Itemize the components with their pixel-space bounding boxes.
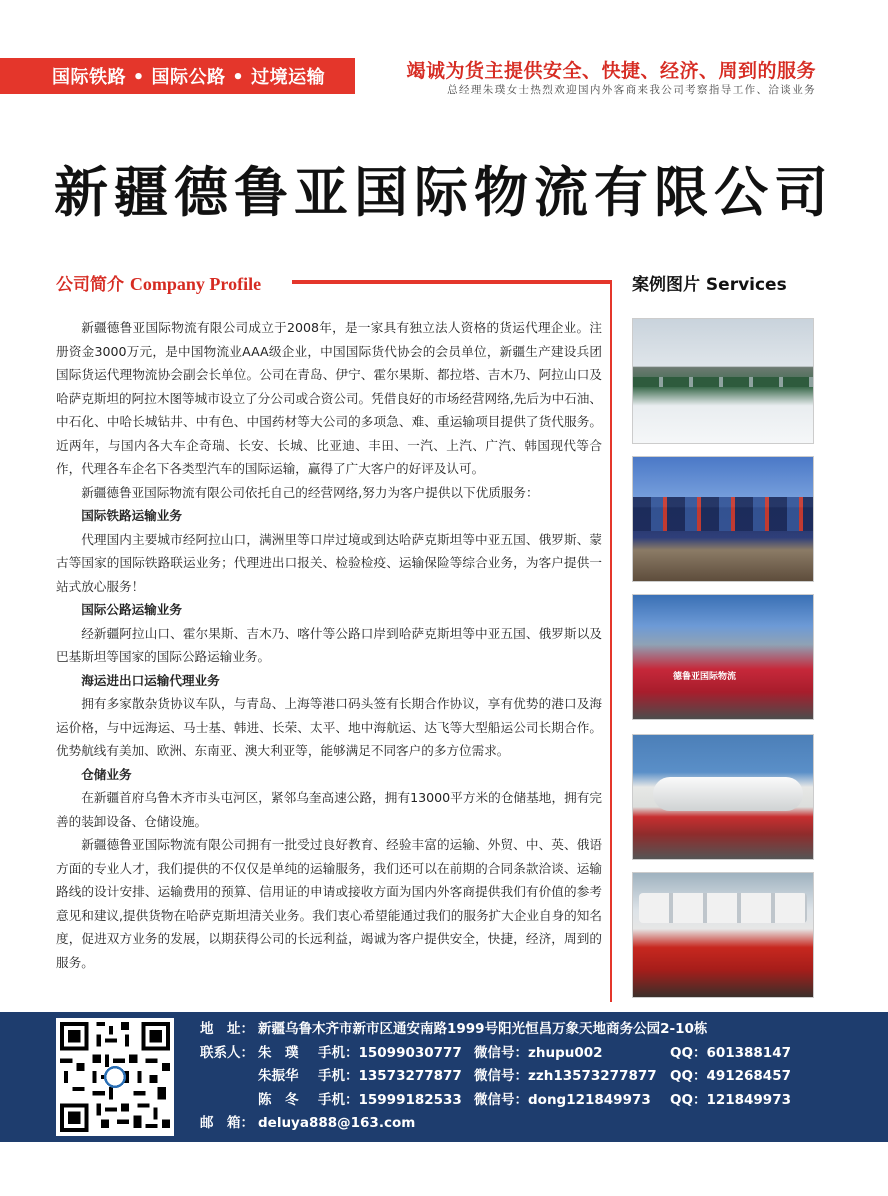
contact-name: 陈 冬 bbox=[258, 1091, 299, 1108]
contact-mobile: 手机：13573277877 bbox=[318, 1068, 462, 1085]
contact-wechat: 微信号：zzh13573277877 bbox=[474, 1068, 657, 1085]
contact-row bbox=[200, 1089, 791, 1113]
company-title: 新疆德鲁亚国际物流有限公司 bbox=[54, 161, 834, 224]
profile-paragraph: 新疆德鲁亚国际物流有限公司依托自己的经营网络,努力为客户提供以下优质服务： bbox=[81, 484, 539, 500]
photo-tank-truck bbox=[632, 734, 814, 860]
profile-closing: 新疆德鲁亚国际物流有限公司拥有一批受过良好教育、经验丰富的运输、外贸、中、英、俄语方面的专业人才，我们提供的不仅仅是单纯的运输服务，我们还可以在前期的合同条款洽谈、运输路线的设计安排、运输费用的预算、信用证的申请或接收方面为国内外客商提供我们有价值的参考意见和建议,提供货物在哈萨克斯坦清关业务。我们衷心希望能通过我们的服务扩大企业自身的知名度，促进双方业务的发展，以期获得公司的长远利益，竭诚为客户提供安全，快捷，经济，周到的服务。 bbox=[56, 837, 602, 970]
photo-rail-machinery bbox=[632, 456, 814, 582]
section-title-road: 国际公路运输业务 bbox=[81, 602, 182, 617]
contact-qq: QQ：121849973 bbox=[670, 1091, 791, 1108]
contact-block bbox=[200, 1018, 791, 1136]
section-text-rail: 代理国内主要城市经阿拉山口，满洲里等口岸过境或到达哈萨克斯坦等中亚五国、俄罗斯、蒙古等国家的国际铁路联运业务；代理进出口报关、检验检疫、运输保险等综合业务，为客户提供一站式放心服务！ bbox=[56, 531, 602, 594]
photo-car-carrier bbox=[632, 872, 814, 998]
header-slogan: 竭诚为货主提供安全、快捷、经济、周到的服务 bbox=[406, 60, 816, 82]
services-heading: 案例图片 Services bbox=[632, 275, 787, 295]
contact-row bbox=[200, 1042, 791, 1066]
contact-mobile: 手机：15999182533 bbox=[318, 1091, 462, 1108]
column-divider bbox=[610, 280, 612, 1002]
qr-code-icon bbox=[56, 1018, 174, 1136]
section-text-sea: 拥有多家散杂货协议车队，与青岛、上海等港口码头签有长期合作协议，享有优势的港口及海运价格，与中远海运、马士基、韩进、长荣、太平、地中海航运、达飞等大型船运公司长期合作。优势航线有美加、欧洲、东南亚、澳大利亚等，能够满足不同客户的多方位需求。 bbox=[56, 696, 602, 758]
contact-mobile: 手机：15099030777 bbox=[318, 1044, 462, 1061]
profile-paragraph: 新疆德鲁亚国际物流有限公司成立于2008年，是一家具有独立法人资格的货运代理企业。注册资金3000万元，是中国物流业AAA级企业，中国国际货代协会的会员单位，新疆生产建设兵团国际货运代理物流协会副会长单位。公司在青岛、伊宁、霍尔果斯、都拉塔、吉木乃、阿拉山口及哈萨克斯坦的阿拉木图等城市设立了分公司或合资公司。凭借良好的市场经营网络,先后为中石油、中石化、中哈长城钻井、中有色、中国药材等大公司的多项急、难、重运输项目提供了货代服务。近两年，与国内各大车企奇瑞、长安、长城、比亚迪、丰田、一汽、上汽、广汽、韩国现代等合作，代理各车企名下各类型汽车的国际运输，赢得了广大客户的好评及认可。 bbox=[56, 320, 602, 476]
email-row bbox=[200, 1112, 791, 1136]
photo-steel-structure-truck bbox=[632, 594, 814, 720]
profile-heading-cn: 公司简介 bbox=[56, 275, 124, 295]
address-label: 地 址： bbox=[200, 1021, 254, 1037]
header-slogan-sub: 总经理朱璞女士热烈欢迎国内外客商来我公司考察指导工作、洽谈业务 bbox=[447, 84, 816, 96]
photo-banner-text: 德鲁亚国际物流 bbox=[673, 672, 737, 682]
contact-name: 朱 璞 bbox=[258, 1044, 299, 1061]
address-value: 新疆乌鲁木齐市新市区通安南路1999号阳光恒昌万象天地商务公园2-10栋 bbox=[258, 1021, 708, 1037]
section-title-storage: 仓储业务 bbox=[81, 766, 132, 782]
section-title-sea: 海运进出口运输代理业务 bbox=[81, 672, 220, 688]
header-banner: 国际铁路 • 国际公路 • 过境运输 bbox=[0, 58, 355, 94]
contact-wechat: 微信号：zhupu002 bbox=[474, 1044, 603, 1061]
contact-label: 联系人： bbox=[200, 1044, 254, 1061]
contact-wechat: 微信号：dong121849973 bbox=[474, 1091, 651, 1108]
contact-qq: QQ：601388147 bbox=[670, 1044, 791, 1061]
address-row bbox=[200, 1018, 791, 1042]
section-title-rail: 国际铁路运输业务 bbox=[81, 508, 182, 523]
email-link[interactable]: deluya888@163.com bbox=[258, 1115, 416, 1132]
profile-heading bbox=[56, 270, 261, 295]
contact-qq: QQ：491268457 bbox=[670, 1068, 791, 1085]
section-text-storage: 在新疆首府乌鲁木齐市头屯河区，紧邻乌奎高速公路，拥有13000平方米的仓储基地，拥有完善的装卸设备、仓储设施。 bbox=[56, 790, 602, 829]
heading-divider bbox=[292, 280, 612, 284]
contact-row bbox=[200, 1065, 791, 1089]
contact-name: 朱振华 bbox=[258, 1068, 299, 1085]
photo-rail-containers bbox=[632, 318, 814, 444]
email-label: 邮 箱： bbox=[200, 1115, 254, 1132]
profile-heading-en: Company Profile bbox=[129, 274, 262, 294]
section-text-road: 经新疆阿拉山口、霍尔果斯、吉木乃、喀什等公路口岸到哈萨克斯坦等中亚五国、俄罗斯以及巴基斯坦等国家的国际公路运输业务。 bbox=[56, 625, 602, 664]
profile-article bbox=[56, 316, 602, 974]
